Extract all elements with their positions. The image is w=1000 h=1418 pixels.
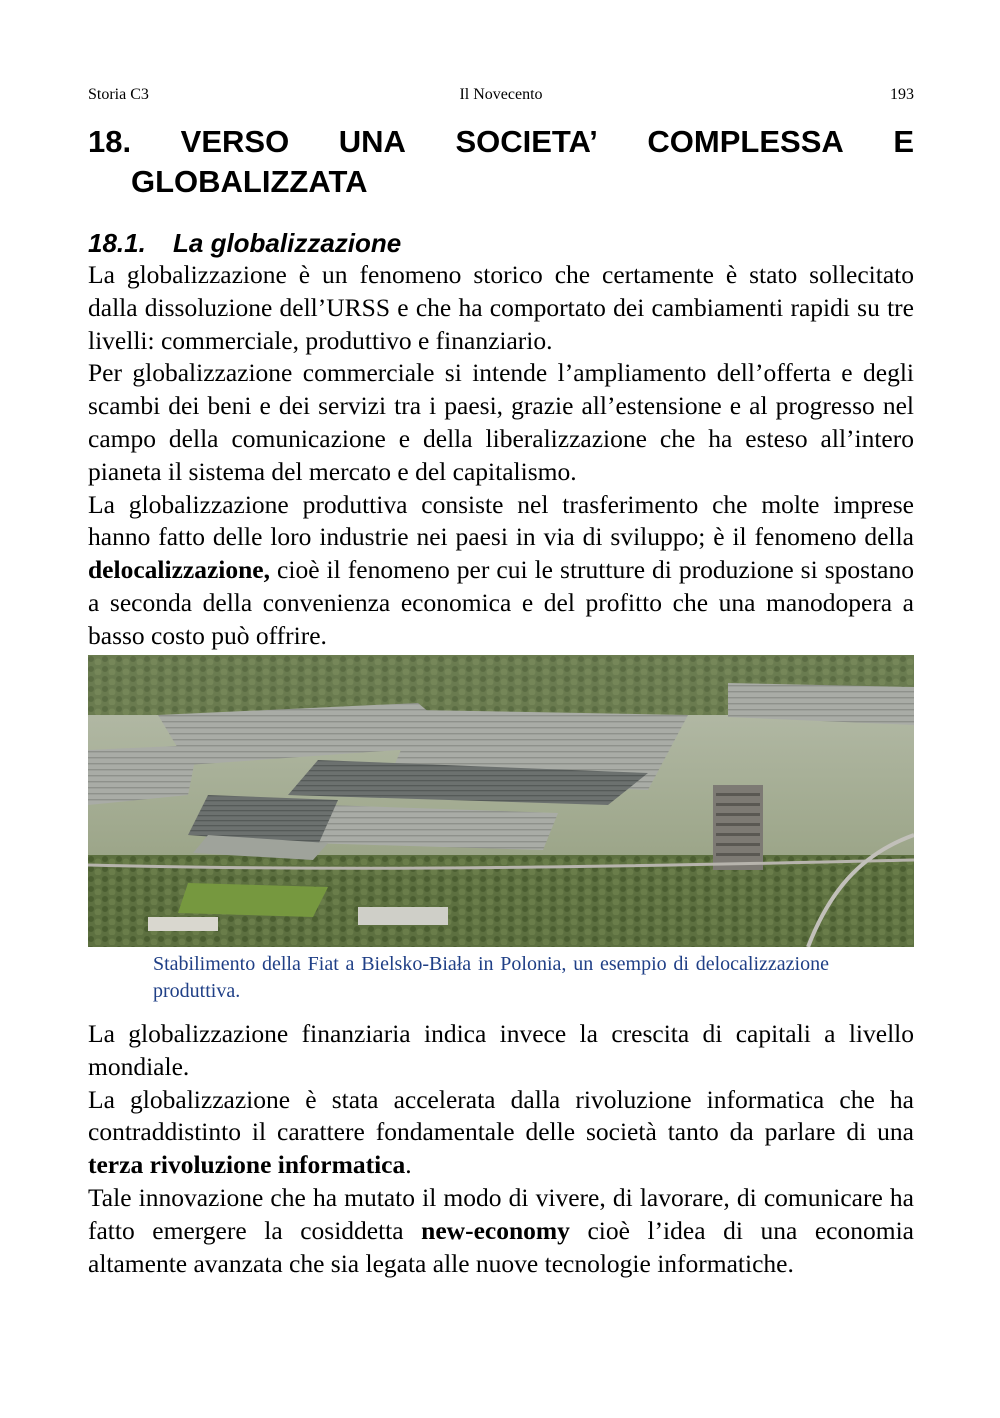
section-number: 18.1. [88, 228, 146, 258]
body-text-before-figure [88, 259, 914, 653]
paragraph: La globalizzazione è un fenomeno storico che certamente è stato sollecitato dalla dissoluzione dell’URSS e che ha comportato dei cambiamenti rapidi su tre livelli: commerciale, produttivo e finanziario. [88, 260, 914, 355]
section-title-text: La globalizzazione [173, 228, 402, 258]
paragraph [88, 1182, 914, 1280]
paragraph: La globalizzazione finanziaria indica invece la crescita di capitali a livello mondiale. [88, 1019, 914, 1081]
chapter-title-line2: GLOBALIZZATA [131, 164, 368, 199]
chapter-title-word: UNA [338, 124, 406, 159]
paragraph-text: La globalizzazione produttiva consiste nel trasferimento che molte imprese hanno fatto delle loro industrie nei paesi in via di sviluppo; è il fenomeno della [88, 489, 914, 552]
paragraph: Per globalizzazione commerciale si intende l’ampliamento dell’offerta e degli scambi dei beni e dei servizi tra i paesi, grazie all’estensione e al progresso nel campo della comunicazione e della liberalizzazione che ha esteso all’intero pianeta il sistema del mercato e del capitalismo. [88, 358, 914, 486]
section-title [88, 226, 401, 260]
bold-term-terza-rivoluzione: terza rivoluzione informatica [88, 1150, 406, 1180]
bold-term-delocalizzazione: delocalizzazione, [88, 555, 270, 585]
chapter-number: 18. [88, 124, 132, 159]
paragraph-text: Tale innovazione che ha mutato il modo di vivere, di lavorare, di comunicare ha fatto emergere la cosiddetta [88, 1182, 914, 1245]
figure-caption: Stabilimento della Fiat a Bielsko-Biała in Polonia, un esempio di delocalizzazione produttiva. [153, 953, 829, 1002]
paragraph-text: . [405, 1150, 412, 1180]
chapter-title-line1 [88, 122, 914, 162]
chapter-title-word: COMPLESSA [647, 124, 844, 159]
factory-aerial-photo [88, 655, 914, 947]
chapter-title [88, 122, 914, 202]
body-text-after-figure [88, 1018, 914, 1280]
chapter-title-word: E [893, 124, 914, 159]
header-volume-title: Il Novecento [459, 86, 543, 103]
paragraph-text: cioè l’idea di una economia altamente avanzata che sia legata alle nuove tecnologie informatiche. [88, 1215, 914, 1278]
header-page-number: 193 [890, 86, 914, 103]
paragraph [88, 489, 914, 653]
bold-term-new-economy: new-economy [421, 1215, 570, 1245]
header-book-title: Storia C3 [88, 86, 149, 103]
paragraph-text: cioè il fenomeno per cui le strutture di produzione si spostano a seconda della convenienza economica e del profitto che una manodopera a basso costo può offrire. [88, 555, 914, 650]
running-header [88, 86, 914, 106]
paragraph [88, 1084, 914, 1182]
chapter-title-word: SOCIETA’ [455, 124, 598, 159]
paragraph-text: La globalizzazione è stata accelerata dalla rivoluzione informatica che ha contraddistinto il carattere fondamentale delle società tanto da parlare di una [88, 1084, 914, 1147]
chapter-title-word: VERSO [180, 124, 290, 159]
